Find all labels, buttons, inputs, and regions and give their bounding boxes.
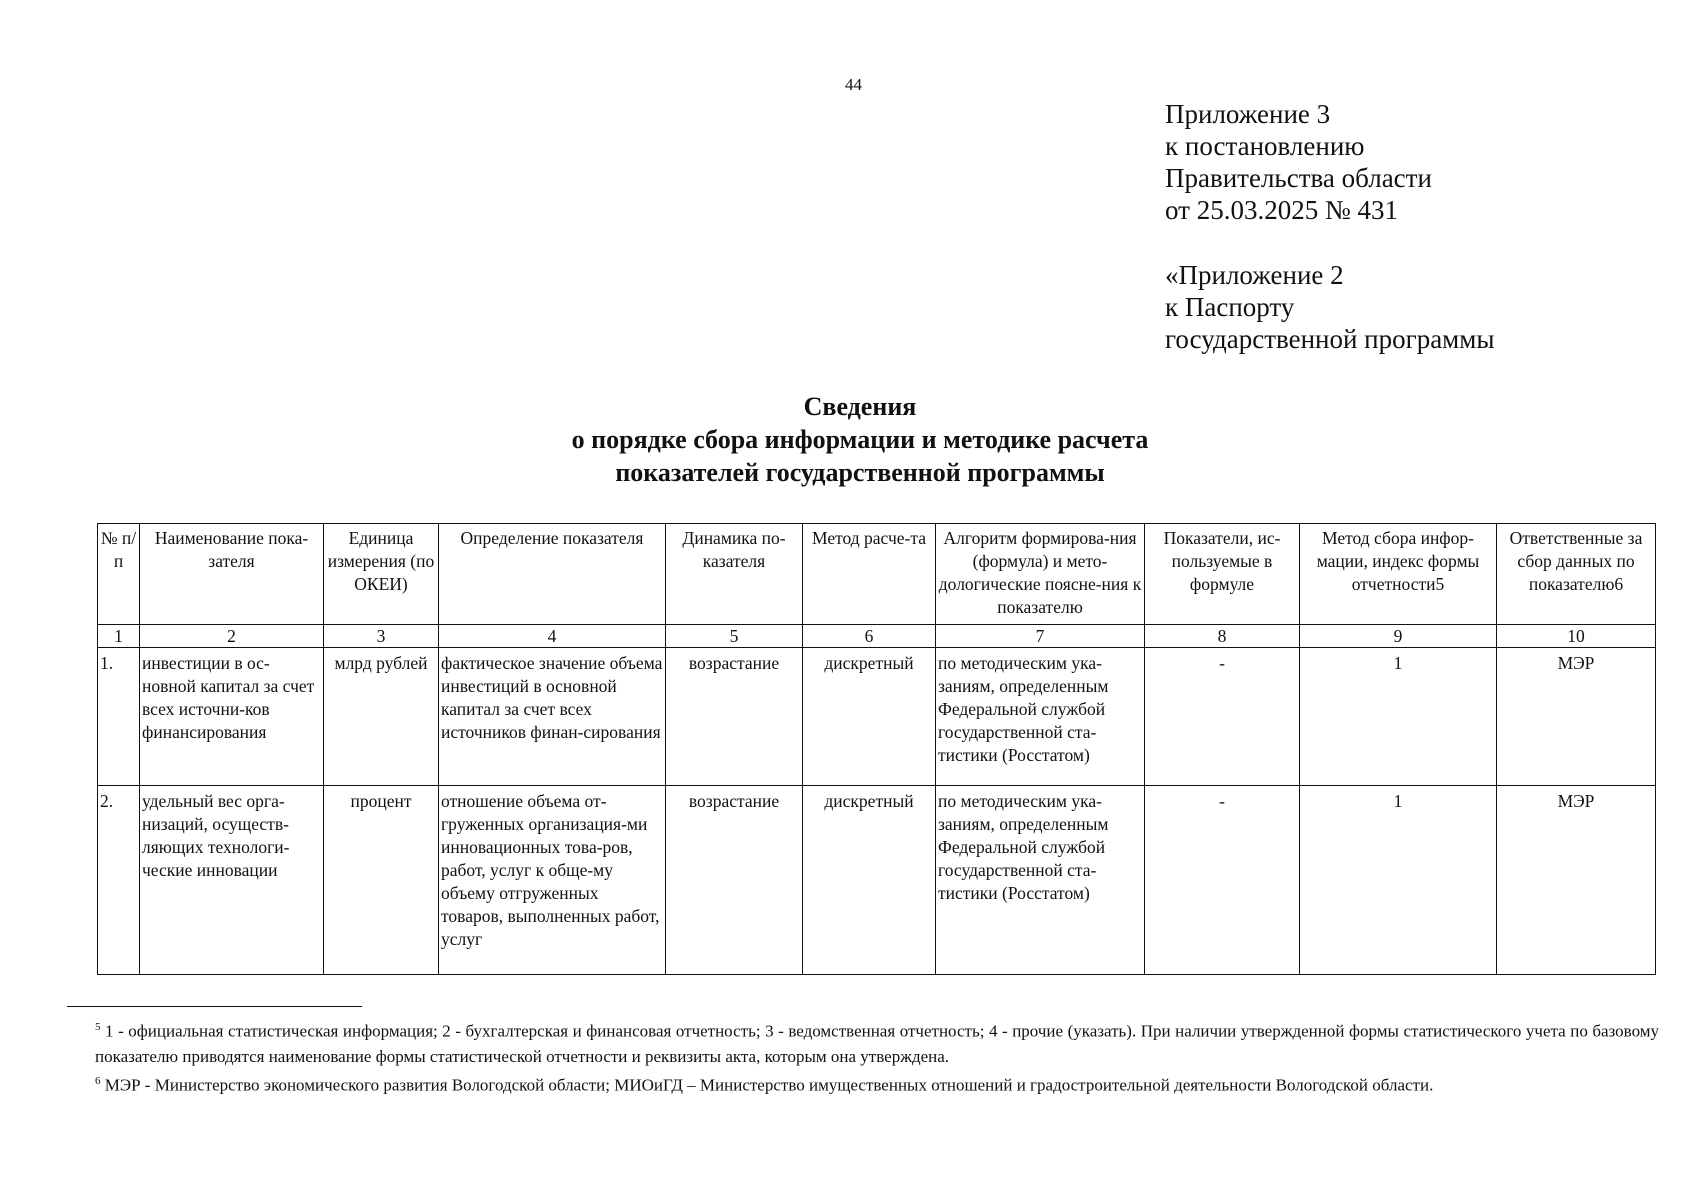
header-cell: Алгоритм формирова-ния (формула) и мето-дологические поясне-ния к показателю (936, 524, 1145, 625)
table-row (98, 648, 1656, 786)
column-number: 3 (324, 625, 439, 648)
indicator-name: удельный вес орга-низаций, осуществ-ляющих технологи-ческие инновации (140, 786, 324, 975)
approval-line: к постановлению (1165, 131, 1365, 161)
footnote-5 (95, 1015, 1659, 1069)
approval-line: государственной программы (1165, 324, 1495, 354)
header-cell: Наименование пока-зателя (140, 524, 324, 625)
definition-cell: отношение объема от-груженных организация-ми инновационных това-ров, работ, услуг к обще-му объему отгруженных товаров, выполненных работ, услуг (439, 786, 666, 975)
row-number: 1. (98, 648, 140, 786)
unit-cell: млрд рублей (324, 648, 439, 786)
column-number: 5 (666, 625, 803, 648)
indicator-name: инвестиции в ос-новной капитал за счет всех источни-ков финансирования (140, 648, 324, 786)
spacer (1165, 226, 1495, 259)
title-line: Сведения (803, 392, 917, 421)
indicators-table (97, 523, 1656, 975)
title-line: показателей государственной программы (615, 458, 1105, 487)
responsible-cell: МЭР (1497, 786, 1656, 975)
column-number: 10 (1497, 625, 1656, 648)
footnote-divider (67, 1006, 362, 1007)
footnote-6 (95, 1069, 1659, 1098)
column-number: 2 (140, 625, 324, 648)
column-number-row (98, 625, 1656, 648)
collection-method-cell: 1 (1300, 648, 1497, 786)
approval-date-number: от 25.03.2025 № 431 (1165, 195, 1398, 225)
column-number: 7 (936, 625, 1145, 648)
algorithm-cell: по методическим ука-заниям, определенным Федеральной службой государственной ста-тистики (Росстатом) (936, 648, 1145, 786)
header-cell: Определение показателя (439, 524, 666, 625)
document-title (0, 390, 1698, 489)
collection-method-cell: 1 (1300, 786, 1497, 975)
page-number: 44 (845, 75, 862, 94)
approval-line: Правительства области (1165, 163, 1432, 193)
indicators-cell: - (1145, 786, 1300, 975)
footnote-text: 1 - официальная статистическая информация; 2 - бухгалтерская и финансовая отчетность; 3 - ведомственная отчетность; 4 - прочие (указать). При наличии утвержденной формы статистического учета по базовому показателю приводятся наименование формы статистической отчетности и реквизиты акта, которым она утверждена. (95, 1021, 1660, 1066)
title-line: о порядке сбора информации и методике расчета (571, 425, 1149, 454)
definition-cell: фактическое значение объема инвестиций в основной капитал за счет всех источников финан-сирования (439, 648, 666, 786)
footnote-mark: 5 (95, 1021, 101, 1033)
column-number: 8 (1145, 625, 1300, 648)
table-header-row (98, 524, 1656, 625)
row-number: 2. (98, 786, 140, 975)
header-cell: Динамика по-казателя (666, 524, 803, 625)
header-cell: Метод расче-та (803, 524, 936, 625)
table-row (98, 786, 1656, 975)
method-cell: дискретный (803, 786, 936, 975)
algorithm-cell: по методическим ука-заниям, определенным Федеральной службой государственной ста-тистики (Росстатом) (936, 786, 1145, 975)
unit-cell: процент (324, 786, 439, 975)
header-cell: Метод сбора инфор-мации, индекс формы отчетности5 (1300, 524, 1497, 625)
column-number: 6 (803, 625, 936, 648)
header-cell: Единица измерения (по ОКЕИ) (324, 524, 439, 625)
header-cell: № п/п (98, 524, 140, 625)
approval-line: к Паспорту (1165, 292, 1295, 322)
responsible-cell: МЭР (1497, 648, 1656, 786)
approval-block (1165, 98, 1495, 355)
dynamics-cell: возрастание (666, 786, 803, 975)
column-number: 4 (439, 625, 666, 648)
column-number: 9 (1300, 625, 1497, 648)
approval-line: Приложение 3 (1165, 99, 1331, 129)
footnotes (97, 1015, 1659, 1097)
indicators-cell: - (1145, 648, 1300, 786)
footnote-text: МЭР - Министерство экономического развития Вологодской области; МИОиГД – Министерство имущественных отношений и градостроительной деятельности Вологодской области. (104, 1075, 1434, 1095)
column-number: 1 (98, 625, 140, 648)
method-cell: дискретный (803, 648, 936, 786)
header-cell: Показатели, ис-пользуемые в формуле (1145, 524, 1300, 625)
approval-line: «Приложение 2 (1165, 260, 1344, 290)
header-cell: Ответственные за сбор данных по показателю6 (1497, 524, 1656, 625)
dynamics-cell: возрастание (666, 648, 803, 786)
footnote-mark: 6 (95, 1074, 101, 1087)
